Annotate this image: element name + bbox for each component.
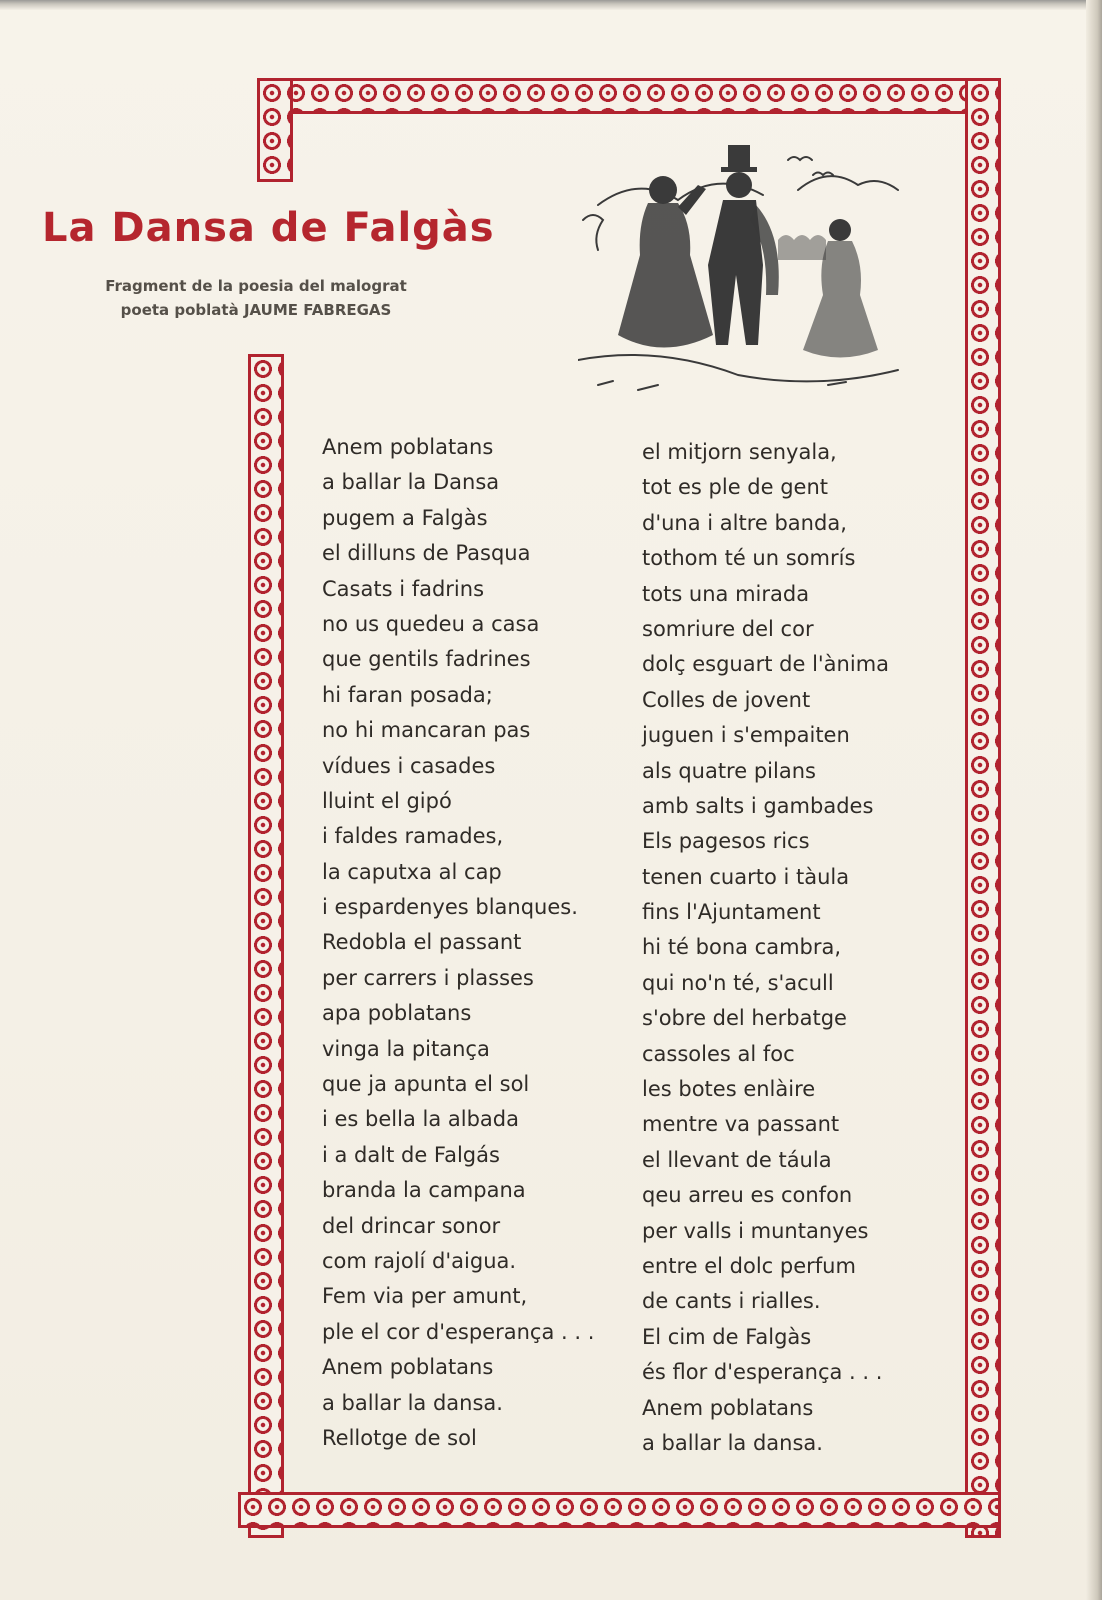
ornamental-border-top-left-hook — [257, 78, 293, 182]
ornamental-border-top — [257, 78, 1001, 114]
poem-line: a ballar la dansa. — [642, 1430, 823, 1455]
poem-line: el mitjorn senyala, — [642, 440, 837, 464]
poem-column-right — [642, 435, 889, 1461]
poem-line: Fem via per amunt, — [322, 1284, 528, 1309]
poem-line: amb salts i gambades — [642, 793, 874, 818]
poem-line: Els pagesos rics — [642, 829, 810, 854]
poem-line: hi té bona cambra, — [642, 935, 842, 960]
poem-line: als quatre pilans — [642, 758, 816, 783]
poem-line: les botes enlàire — [642, 1077, 816, 1102]
poem-line: i es bella la albada — [322, 1107, 519, 1132]
poem-line: ple el cor d'esperança . . . — [322, 1319, 595, 1344]
poem-line: Redobla el passant — [322, 930, 522, 955]
poem-line: i faldes ramades, — [322, 824, 504, 849]
poem-line: Anem poblatans — [322, 435, 494, 459]
poem-line: la caputxa al cap — [322, 859, 502, 884]
dancing-couple-woodcut-icon — [578, 145, 908, 395]
subtitle-line-2: poeta poblatà JAUME FABREGAS — [120, 301, 392, 319]
poem-line: tots una mirada — [642, 581, 810, 606]
poem-line: no hi mancaran pas — [322, 718, 531, 743]
paper-right-edge — [1086, 0, 1102, 1600]
poem-line: vinga la pitança — [322, 1036, 490, 1061]
poem-line: hi faran posada; — [322, 682, 493, 707]
poem-line: s'obre del herbatge — [642, 1006, 847, 1031]
poem-line: mentre va passant — [642, 1112, 840, 1137]
poem-line: com rajolí d'aigua. — [322, 1248, 517, 1273]
poem-line: és flor d'esperança . . . — [642, 1360, 883, 1385]
poem-line: apa poblatans — [322, 1001, 472, 1026]
poem-line: tot es ple de gent — [642, 475, 829, 500]
poem-line: El cim de Falgàs — [642, 1324, 812, 1349]
poem-line: el llevant de táula — [642, 1147, 832, 1172]
poem-line: dolç esguart de l'ànima — [642, 652, 890, 677]
poem-line: per carrers i plasses — [322, 965, 534, 990]
poem-line: per valls i muntanyes — [642, 1218, 869, 1243]
poem-line: juguen i s'empaiten — [642, 723, 850, 748]
ornamental-border-right — [965, 78, 1001, 1538]
subtitle-line-1: Fragment de la poesia del malograt — [105, 277, 407, 295]
poem-line: Rellotge de sol — [322, 1425, 477, 1450]
poem-line: a ballar la Dansa — [322, 470, 500, 495]
subtitle — [96, 274, 416, 322]
poem-line: fins l'Ajuntament — [642, 900, 821, 925]
poem-line: qeu arreu es confon — [642, 1183, 853, 1208]
page-title: La Dansa de Falgàs — [42, 205, 495, 251]
poem-line: qui no'n té, s'acull — [642, 970, 834, 995]
poem-line: branda la campana — [322, 1178, 526, 1203]
poem-line: cassoles al foc — [642, 1041, 795, 1066]
poem-line: que gentils fadrines — [322, 647, 531, 672]
ornamental-border-bottom — [238, 1492, 1001, 1528]
poem-line: tenen cuarto i tàula — [642, 864, 850, 889]
poem-line: Casats i fadrins — [322, 576, 485, 601]
poem-line: no us quedeu a casa — [322, 611, 540, 636]
poem-line: del drincar sonor — [322, 1213, 501, 1238]
poem-line: d'una i altre banda, — [642, 510, 847, 535]
poem-line: a ballar la dansa. — [322, 1390, 503, 1415]
poem-line: el dilluns de Pasqua — [322, 541, 531, 566]
poem-line: i a dalt de Falgás — [322, 1142, 500, 1167]
poem-line: i espardenyes blanques. — [322, 895, 578, 920]
ornamental-border-left — [248, 354, 284, 1538]
poem-line: pugem a Falgàs — [322, 505, 488, 530]
poem-line: de cants i rialles. — [642, 1289, 821, 1314]
poem-line: Anem poblatans — [642, 1395, 814, 1420]
poem-line: lluint el gipó — [322, 788, 452, 813]
poem-line: tothom té un somrís — [642, 546, 856, 571]
poem-line: somriure del cor — [642, 616, 814, 641]
poem-line: Colles de jovent — [642, 687, 811, 712]
poem-line: Anem poblatans — [322, 1355, 494, 1380]
poem-column-left — [322, 430, 594, 1456]
poem-line: entre el dolc perfum — [642, 1253, 856, 1278]
poem-line: vídues i casades — [322, 753, 496, 778]
poem-line: que ja apunta el sol — [322, 1072, 530, 1097]
paper-top-edge — [0, 0, 1102, 10]
